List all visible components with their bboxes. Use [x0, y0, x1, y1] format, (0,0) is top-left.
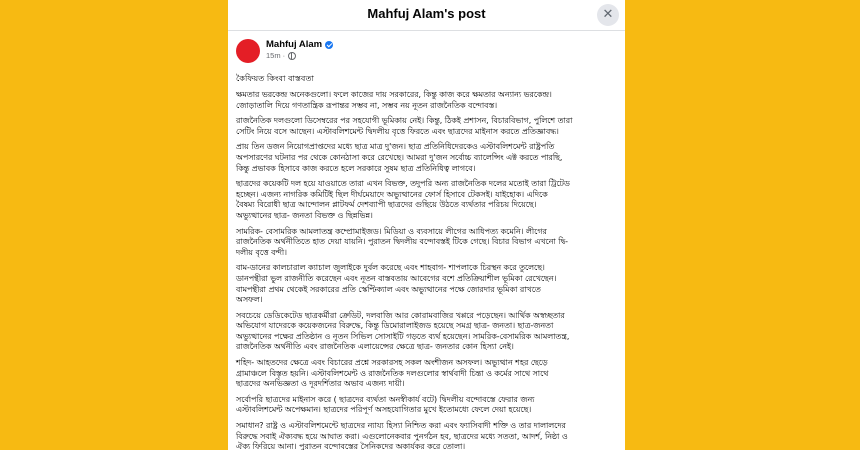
timestamp[interactable]: 15m · [266, 51, 286, 60]
avatar[interactable] [236, 39, 260, 63]
post-paragraph: শহিদ- আহতদের ক্ষেত্রে এবং বিচারের প্রশ্নে সরকারসহ সকল অংশীজন অসফল। অভ্যুত্থান শহর ছেড়ে গ্রামাঞ্চলে বিস্তৃত হয়নি। এস্টাবলিশমেন্ট ও রাজনৈতিক দলগুলোর স্বার্থবাদী চিন্তা ও কর্মের সাথে সাথে ছাত্রদের অনভিজ্ঞতা ও দূরদর্শিতার অভাব এজন্য দায়ী। [236, 358, 549, 389]
post-paragraph: রাজনৈতিক দলগুলো ডিসেম্বরের পর সহযোগী ভূমিকায় নেই। কিন্তু, ঠিকই প্রশাসন, বিচারবিভাগ, পুলিশে তারা সেটিং নিয়ে বসে আছেন। এস্টাবলিশমেন্ট দ্বিদলীয় বৃত্তে ফিরতে এবং ছাত্রদের মাইনাস করতে প্রতিজ্ঞাবদ্ধ। [236, 116, 573, 136]
author-name[interactable]: Mahfuj Alam [266, 39, 323, 50]
modal-header [228, 0, 625, 31]
post-paragraph: সামরিক- বেসামরিক আমলাতন্ত্র কম্প্রোমাইজড। মিডিয়া ও ব্যবসায়ে লীগের আধিপত্য কমেনি। লীগের রাজনৈতিক অর্থনীতিতে হাত দেয়া যায়নি। পুরাতন দ্বিদলীয় বন্দোবস্তই টিকে গেছে। বিচার বিভাগ এখনো দ্বি- দলীয় বৃত্তে বন্দী। [236, 226, 569, 257]
timestamp-line [266, 51, 333, 60]
post-paragraph: সমাধান? রাষ্ট্র ও এস্টাবলিশমেন্টে ছাত্রদের ন্যায্য হিস্যা নিশ্চিত করা এবং ফ্যাসিবাদী শক্তি ও তার দালালদের বিরুদ্ধে সবাই ঐক্যবদ্ধ হয়ে আঘাত করা। এগুলোনেকবার পুনর্গঠন হব, ছাত্রদের মধ্যে সততা, আদর্শ, নিষ্ঠা ও ঐক্য ফিরিয়ে আনা। পুরাতন বন্দোবস্তের সৈনিকদের অকার্যকর করে তোলা। [236, 421, 568, 450]
post-paragraph: প্রায় তিন ডজন নিয়োগপ্রাপ্তদের মধ্যে ছাত্র মাত্র দু'জন। ছাত্র প্রতিনিধিদেরকেও এস্টাবলিশমেন্ট রাষ্ট্রপতি অপসারণের ঘটনার পর থেকে কোনঠাসা করে রেখেছে। আমরা দু'জন সর্বোচ্চ ব্যালেন্সিং এক্ট করতে পারছি, কিন্তু প্রভাবক হিসাবে কাজ করতে হলে সরকারে সুষম ছাত্র প্রতিনিধিত্ব লাগবে। [236, 142, 563, 173]
close-icon: ✕ [602, 7, 614, 22]
modal-title: Mahfuj Alam's post [367, 6, 486, 21]
author-line [266, 39, 333, 50]
post-header [236, 39, 615, 67]
post-paragraph: বাম-ডানের কালচারাল ক্যাচাল জুলাইকে দুর্বল করেছে এবং শাহবাগ- শাপলাকে চিরস্থন করে তুলেছে। ডানপন্থীরা ভুল রাজনীতি করেছেন এবং নূতন বাস্তবতায় আবেগের বশে প্রতিক্রিয়াশীল ভূমিকা রেখেছেন। বামপন্থীরা প্রথম থেকেই সরকারের প্রতি স্কেপ্টিক্যাল এবং অভ্যুত্থানের পক্ষে জোরদার ভূমিকা রাখতে অসফল। [236, 263, 557, 305]
close-button[interactable] [597, 4, 619, 26]
post-modal [228, 0, 625, 450]
post-paragraph: ছাত্রদের কয়েকটি দল হয়ে যাওয়াতে তারা এখন বিভক্ত, তদুপরি অন্য রাজনৈতিক দলের মতোই তারা ট্রিটেড হচ্ছেন। এজন্য নাগরিক কমিটিই ছিল দীর্ঘমেয়াদে অভ্যুত্থানের ফোর্স হিসাবে টেকসই। যাইহোক। এদিকে বৈষম্য বিরোধী ছাত্র আন্দোলন প্লাটফর্ম দেশব্যাপী ছাত্রদের গুছিয়ে উঠতে ব্যর্থতার পরিচয় দিয়েছে। অভ্যুত্থানের ছাত্র- জনতা বিভক্ত ও ছিন্নভিন্ন। [236, 179, 570, 220]
post-paragraph: ক্ষমতার ভরকেন্দ্র অনেকগুলো। ফলে কাজের দায় সরকারের, কিন্তু কাজ করে ক্ষমতার অন্যান্য ভরকেন্দ্র। জোড়াতালি দিয়ে গণতান্ত্রিক রূপান্তর সম্ভব না, সম্ভব নয় নূতন রাজনৈতিক বন্দোবস্ত। [236, 90, 552, 110]
post-title: কৈফিয়ত কিংবা বাস্তবতা [236, 73, 314, 83]
post-paragraph: সর্বোপরি ছাত্রদের মাইনাস করে ( ছাত্রদের ব্যর্থতা অনস্বীকার্য বটে) দ্বিদলীয় বন্দোবস্তে ফেরার জন্য এস্টাবলিশমেন্ট অপেক্ষমান। ছাত্রদের পরিপূর্ণ অসহযোগিতার মুখে ইতোমধ্যে ফেলে দেয়া হয়েছে। [236, 394, 535, 415]
post-paragraph: সবচেয়ে ডেডিকেটেড ছাত্রকর্মীরা ক্রেডিট, দলবাজি আর কোরামবাজির খপ্পরে পড়েছেন। আর্থিক অস্বচ্ছতার অভিযোগ যাদেরকে কয়েকজনের বিরুদ্ধে, কিন্তু ডিমোরালাইজড হয়েছে সমগ্র ছাত্র- জনতা। ছাত্র-জনতা অভ্যুত্থানের পক্ষের প্রতিষ্ঠান ও নূতন সিভিল সোসাইটি গড়তে ব্যর্থ হয়েছেন। সামরিক-বেসামরিক আমলাতন্ত্র, রাজনৈতিক অর্থনীতি এবং রাজনৈতিক এলায়েন্সের ক্ষেত্রে ছাত্র- জনতার কোন হিস্যা নেই। [236, 310, 570, 352]
verified-icon [325, 41, 333, 49]
author-meta [266, 39, 333, 60]
post [228, 31, 625, 450]
globe-icon [288, 52, 296, 60]
